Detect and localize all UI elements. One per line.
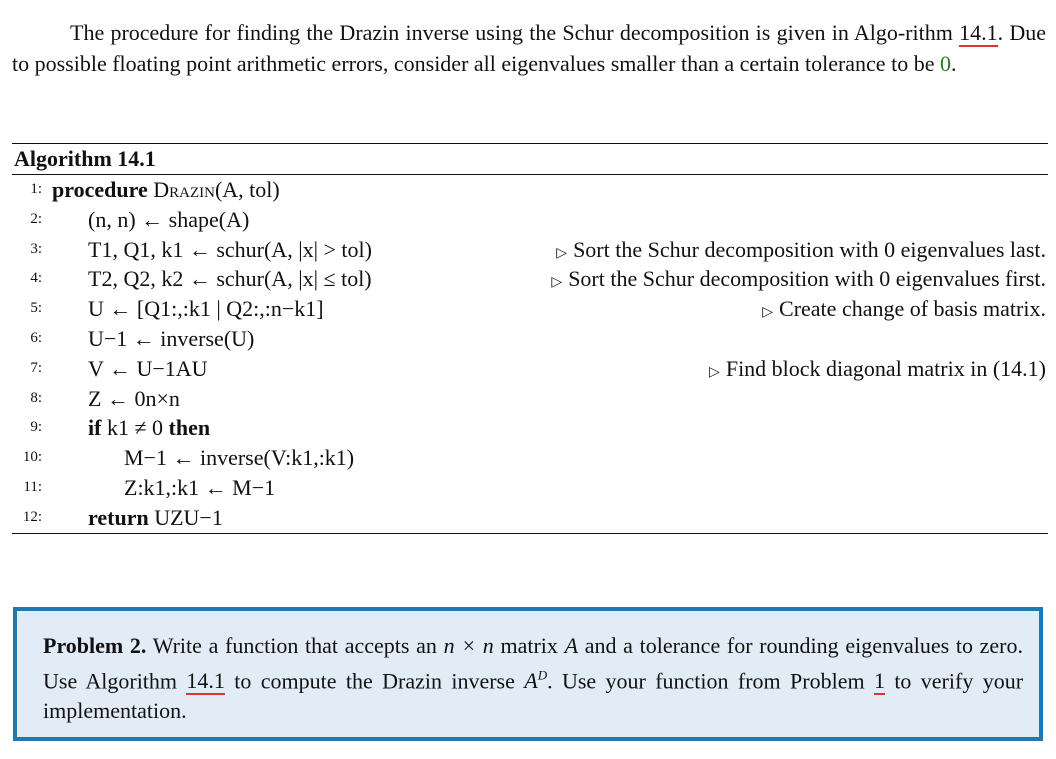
comment-triangle-icon: ▷ xyxy=(556,245,568,261)
matrix-size: n × n xyxy=(443,633,494,658)
algorithm-line xyxy=(12,235,1048,265)
line-number: 5: xyxy=(30,300,42,317)
algorithm-line xyxy=(12,384,1048,414)
line-number: 6: xyxy=(30,329,42,346)
comment-text: Sort the Schur decomposition with 0 eigenvalues first. xyxy=(568,266,1046,292)
line-number: 2: xyxy=(30,210,42,227)
algorithm-line xyxy=(12,264,1048,294)
algorithm-comment xyxy=(551,264,1046,298)
line-number: 9: xyxy=(30,419,42,436)
algorithm-code: Z ← 0n×n xyxy=(88,385,180,411)
problem-text-6: to verify your implementation. xyxy=(43,668,1024,724)
algorithm-line xyxy=(12,294,1048,324)
drazin-base: A xyxy=(524,668,538,694)
line-number: 12: xyxy=(22,508,42,525)
algorithm-line xyxy=(12,354,1048,384)
line-number: 11: xyxy=(23,478,42,495)
comment-text: Create change of basis matrix. xyxy=(779,296,1046,322)
intro-text-1: The procedure for finding the Drazin inverse using the Schur decomposition is given in Algo-rithm xyxy=(70,20,960,45)
intro-text-2: . Due to possible floating point arithmetic errors, consider all eigenvalues smaller than a certain tolerance to be xyxy=(12,20,1046,76)
line-number: 10: xyxy=(22,449,42,466)
algorithm-code: procedure Drazin(A, tol) xyxy=(52,177,280,202)
problem-text-4: to compute the Drazin inverse xyxy=(224,668,525,694)
problem-box xyxy=(13,607,1043,741)
algorithm-line xyxy=(12,205,1048,235)
line-number: 4: xyxy=(30,270,42,287)
algorithm-code: U−1 ← inverse(U) xyxy=(88,325,255,351)
algorithm-code: T1, Q1, k1 ← schur(A, |x| > tol) xyxy=(88,236,372,262)
problem-label: Problem 2. xyxy=(43,633,147,658)
problem-text-2: matrix xyxy=(493,633,565,658)
zero-value: 0 xyxy=(939,50,951,76)
problem-text xyxy=(43,631,1023,726)
intro-text-3: . xyxy=(950,50,957,76)
comment-triangle-icon: ▷ xyxy=(762,305,774,321)
algorithm-comment xyxy=(709,354,1046,388)
line-number: 7: xyxy=(30,359,42,376)
line-number: 3: xyxy=(30,240,42,257)
comment-text: Sort the Schur decomposition with 0 eigenvalues last. xyxy=(573,236,1046,262)
algorithm-code: Z:k1,:k1 ← M−1 xyxy=(124,474,276,500)
algorithm-line xyxy=(12,324,1048,354)
algorithm-line xyxy=(12,443,1048,473)
matrix-name: A xyxy=(564,633,579,658)
problem-text-1: Write a function that accepts an xyxy=(146,633,444,658)
algorithm-code: V ← U−1AU xyxy=(88,355,208,381)
comment-triangle-icon: ▷ xyxy=(709,364,720,380)
algorithm-comment xyxy=(762,294,1046,328)
algorithm-code: if k1 ≠ 0 then xyxy=(88,415,211,441)
algorithm-ref-link[interactable]: 14.1 xyxy=(959,20,998,45)
algorithm-code: (n, n) ← shape(A) xyxy=(88,206,250,232)
algorithm-line xyxy=(12,503,1048,533)
algorithm-title: Algorithm 14.1 xyxy=(14,146,156,171)
problem-text-5: . Use your function from Problem xyxy=(547,668,874,694)
drazin-superscript: D xyxy=(537,668,548,683)
algorithm-block xyxy=(12,143,1048,534)
algorithm-code: T2, Q2, k2 ← schur(A, |x| ≤ tol) xyxy=(88,266,372,292)
algorithm-lines xyxy=(12,175,1048,533)
algorithm-code: M−1 ← inverse(V:k1,:k1) xyxy=(124,445,355,471)
comment-text: Find block diagonal matrix in (14.1) xyxy=(725,355,1046,381)
problem-text-3: and a tolerance for rounding eigenvalues to zero. Use Algorithm xyxy=(43,633,1024,694)
intro-paragraph xyxy=(12,18,1046,79)
algorithm-code: return UZU−1 xyxy=(88,504,223,530)
algorithm-line xyxy=(12,175,1048,205)
algorithm-code: U ← [Q1:,:k1 | Q2:,:n−k1] xyxy=(88,296,324,322)
problem-1-ref-link[interactable]: 1 xyxy=(873,668,885,694)
problem-algorithm-ref-link[interactable]: 14.1 xyxy=(186,668,225,694)
algorithm-bottom-rule xyxy=(12,533,1048,534)
algorithm-comment xyxy=(556,235,1046,269)
algorithm-line xyxy=(12,413,1048,443)
algorithm-line xyxy=(12,473,1048,503)
line-number: 8: xyxy=(30,389,42,406)
comment-triangle-icon: ▷ xyxy=(551,275,563,291)
line-number: 1: xyxy=(30,181,42,197)
drazin-symbol xyxy=(524,668,547,693)
